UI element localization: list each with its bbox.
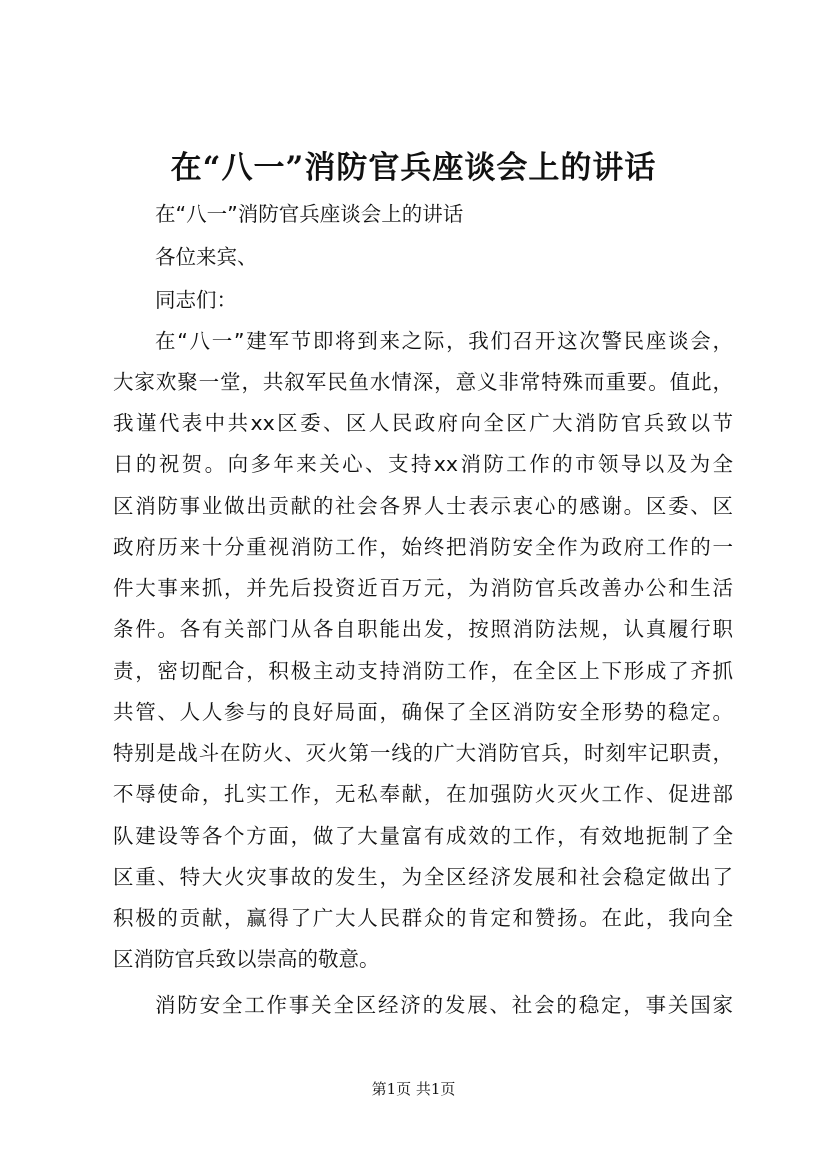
paragraph-line: 条件。各有关部门从各自职能出发，按照消防法规，认真履行职	[113, 617, 733, 641]
paragraph-line: 区消防事业做出贡献的社会各界人士表示衷心的感谢。区委、区	[113, 494, 733, 518]
document-subtitle: 在“八一”消防官兵座谈会上的讲话	[155, 202, 464, 226]
salutation-guests: 各位来宾、	[155, 245, 258, 269]
paragraph-line: 政府历来十分重视消防工作，始终把消防安全作为政府工作的一	[113, 535, 733, 559]
paragraph-line: 共管、人人参与的良好局面，确保了全区消防安全形势的稳定。	[113, 700, 733, 724]
paragraph-line: 不辱使命，扎实工作，无私奉献，在加强防火灭火工作、促进部	[113, 782, 733, 806]
salutation-comrades: 同志们：	[155, 288, 237, 312]
paragraph-line: 区消防官兵致以崇高的敬意。	[113, 947, 380, 971]
paragraph-line: 积极的贡献，赢得了广大人民群众的肯定和赞扬。在此，我向全	[113, 906, 733, 930]
paragraph-line: 消防安全工作事关全区经济的发展、社会的稳定，事关国家	[155, 993, 733, 1017]
paragraph-line: 队建设等各个方面，做了大量富有成效的工作，有效地扼制了全	[113, 824, 733, 848]
paragraph-line: 我谨代表中共xx区委、区人民政府向全区广大消防官兵致以节	[113, 411, 733, 435]
document-title: 在“八一”消防官兵座谈会上的讲话	[170, 150, 657, 186]
paragraph-line: 日的祝贺。向多年来关心、支持xx消防工作的市领导以及为全	[113, 452, 733, 476]
paragraph-line: 件大事来抓，并先后投资近百万元，为消防官兵改善办公和生活	[113, 576, 733, 600]
page-footer: 第1页 共1页	[371, 1080, 456, 1098]
paragraph-line: 在“八一”建军节即将到来之际，我们召开这次警民座谈会，	[155, 329, 733, 353]
paragraph-line: 责，密切配合，积极主动支持消防工作，在全区上下形成了齐抓	[113, 659, 733, 683]
paragraph-line: 特别是战斗在防火、灭火第一线的广大消防官兵，时刻牢记职责，	[113, 741, 733, 765]
paragraph-line: 大家欢聚一堂，共叙军民鱼水情深，意义非常特殊而重要。值此，	[113, 370, 733, 394]
paragraph-line: 区重、特大火灾事故的发生，为全区经济发展和社会稳定做出了	[113, 865, 733, 889]
